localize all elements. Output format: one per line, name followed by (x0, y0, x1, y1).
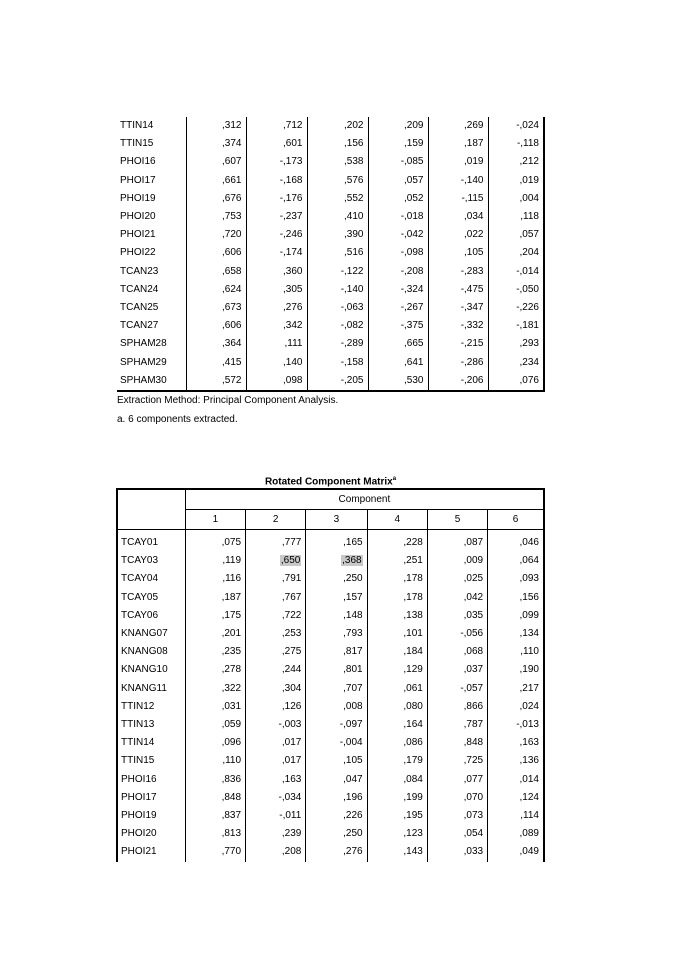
table-cell: -,085 (368, 153, 428, 171)
table-cell: ,017 (246, 752, 306, 770)
table-cell: ,275 (246, 643, 306, 661)
table-cell: ,034 (428, 208, 488, 226)
row-label: TTIN13 (117, 716, 185, 734)
table-cell: ,278 (185, 661, 245, 679)
table-cell: ,415 (186, 354, 246, 372)
table-cell: ,707 (306, 680, 367, 698)
table-cell: ,019 (428, 153, 488, 171)
highlighted-value[interactable]: ,650 (280, 555, 301, 567)
table-cell: ,204 (488, 244, 544, 262)
table-cell: -,158 (307, 354, 368, 372)
table-cell: ,075 (185, 530, 245, 553)
table-cell: -,237 (246, 208, 307, 226)
component-index-header: 6 (488, 510, 544, 530)
table-row (117, 244, 544, 262)
table-row (117, 625, 544, 643)
table-row (117, 299, 544, 317)
table-cell: -,115 (428, 190, 488, 208)
table-cell: ,576 (307, 172, 368, 190)
table-row (117, 734, 544, 752)
table-cell: ,572 (186, 372, 246, 391)
table-row (117, 698, 544, 716)
row-label: TCAN24 (117, 281, 186, 299)
table-cell: ,087 (427, 530, 487, 553)
table-cell: ,866 (427, 698, 487, 716)
table-cell: ,175 (185, 607, 245, 625)
table-cell: ,817 (306, 643, 367, 661)
table-cell: -,056 (427, 625, 487, 643)
table-row (117, 135, 544, 153)
table-cell: ,720 (186, 226, 246, 244)
table-cell: -,003 (246, 716, 306, 734)
table-cell: -,098 (368, 244, 428, 262)
table-cell: -,122 (307, 263, 368, 281)
table-cell: ,661 (186, 172, 246, 190)
table-cell: ,725 (427, 752, 487, 770)
table-cell: ,118 (488, 208, 544, 226)
table-cell: ,019 (488, 172, 544, 190)
table-cell: ,070 (427, 789, 487, 807)
table-cell: ,046 (519, 537, 539, 548)
table-cell: ,848 (427, 734, 487, 752)
table-cell: ,235 (185, 643, 245, 661)
row-label: PHOI19 (117, 190, 186, 208)
table-cell: ,129 (367, 661, 427, 679)
table-cell: -,283 (428, 263, 488, 281)
row-label: PHOI17 (117, 789, 185, 807)
table-cell: -,324 (368, 281, 428, 299)
table-cell: ,143 (367, 843, 427, 861)
row-label: PHOI21 (117, 843, 185, 861)
table-cell: ,322 (185, 680, 245, 698)
table-cell: ,801 (306, 661, 367, 679)
table-cell: ,054 (427, 825, 487, 843)
table-cell: ,269 (428, 117, 488, 135)
table-cell: ,017 (246, 734, 306, 752)
table-cell: ,209 (368, 117, 428, 135)
table-cell: ,342 (246, 317, 307, 335)
table-cell: ,052 (368, 190, 428, 208)
table-cell: ,164 (367, 716, 427, 734)
table-cell: -,475 (428, 281, 488, 299)
table-cell: ,250 (306, 825, 367, 843)
table-cell: ,156 (519, 591, 539, 603)
table-cell: -,289 (307, 335, 368, 353)
table-cell: ,134 (519, 628, 539, 640)
table-row (117, 208, 544, 226)
row-label: KNANG10 (117, 661, 185, 679)
row-label: TCAY01 (117, 530, 185, 553)
table-cell: ,767 (246, 589, 306, 607)
row-label: SPHAM30 (117, 372, 186, 391)
table-cell: ,722 (246, 607, 306, 625)
row-label: TCAY06 (117, 607, 185, 625)
table-row (117, 771, 544, 789)
row-label: TTIN14 (117, 117, 186, 135)
table-cell: ,089 (519, 828, 539, 840)
table-cell: -,011 (246, 807, 306, 825)
table-cell: ,239 (246, 825, 306, 843)
table-row (117, 263, 544, 281)
table-cell: -,014 (488, 263, 544, 281)
table-cell: ,068 (427, 643, 487, 661)
table-cell: ,124 (519, 791, 539, 803)
table-cell: -,332 (428, 317, 488, 335)
table-row (117, 281, 544, 299)
table-cell: ,199 (367, 789, 427, 807)
row-label: PHOI20 (117, 208, 186, 226)
table-cell: -,018 (368, 208, 428, 226)
table-cell: -,286 (428, 354, 488, 372)
rotated-component-matrix-table (116, 488, 545, 862)
table-cell: ,276 (306, 843, 367, 861)
table-cell: -,206 (428, 372, 488, 391)
table-cell: ,228 (367, 530, 427, 553)
table-cell: ,813 (185, 825, 245, 843)
table-cell: ,190 (519, 664, 539, 676)
table-cell: ,157 (306, 589, 367, 607)
row-label: TCAY05 (117, 589, 185, 607)
table-cell: ,293 (488, 335, 544, 353)
table-cell: ,136 (519, 755, 539, 767)
table-cell: ,076 (488, 372, 544, 391)
table-cell: ,390 (307, 226, 368, 244)
table-cell: ,208 (246, 843, 306, 861)
table-cell: ,061 (367, 680, 427, 698)
table-cell: ,187 (185, 589, 245, 607)
table-cell: -,057 (427, 680, 487, 698)
table-cell: ,140 (246, 354, 307, 372)
highlighted-value[interactable]: ,368 (342, 555, 362, 567)
row-label: TTIN15 (117, 752, 185, 770)
row-label: PHOI21 (117, 226, 186, 244)
table-row (117, 172, 544, 190)
table-cell: ,024 (519, 700, 539, 712)
table-cell: ,770 (185, 843, 245, 861)
table-cell: ,184 (367, 643, 427, 661)
table-cell: ,837 (185, 807, 245, 825)
table-cell: ,624 (186, 281, 246, 299)
table-cell: ,004 (488, 190, 544, 208)
row-label: PHOI19 (117, 807, 185, 825)
table-row (117, 354, 544, 372)
rotated-matrix-title: Rotated Component Matrix$^a$ (264, 476, 397, 488)
table-cell: ,251 (367, 552, 427, 570)
table-cell: ,114 (520, 810, 539, 822)
table-cell: ,163 (519, 737, 539, 749)
row-label: PHOI22 (117, 244, 186, 262)
table-cell: ,096 (185, 734, 245, 752)
table-cell: ,014 (519, 773, 539, 785)
table-cell (306, 552, 367, 570)
table-cell: ,093 (519, 573, 539, 585)
table-cell: ,099 (519, 609, 539, 621)
table-cell: ,187 (428, 135, 488, 153)
table-cell: ,712 (246, 117, 307, 135)
table-cell: -,176 (246, 190, 307, 208)
table-cell: ,777 (246, 530, 306, 553)
row-label: TTIN12 (117, 698, 185, 716)
table-cell: -,226 (488, 299, 544, 317)
table-cell: ,116 (185, 570, 245, 588)
table-cell: -,024 (488, 117, 544, 135)
table-row (117, 643, 544, 661)
table-cell: ,253 (246, 625, 306, 643)
table-cell: ,848 (185, 789, 245, 807)
table-cell: ,665 (368, 335, 428, 353)
table-cell: ,009 (427, 552, 487, 570)
row-label: TCAN23 (117, 263, 186, 281)
table-cell: -,267 (368, 299, 428, 317)
table-row (117, 552, 544, 570)
table-cell: ,148 (306, 607, 367, 625)
table-cell: -,168 (246, 172, 307, 190)
table-cell: ,138 (367, 607, 427, 625)
table-cell: ,111 (246, 335, 307, 353)
table-cell: ,008 (306, 698, 367, 716)
table-cell: ,195 (367, 807, 427, 825)
table-row (117, 226, 544, 244)
table-row (117, 825, 544, 843)
table-cell: ,047 (306, 771, 367, 789)
table-cell: -,215 (428, 335, 488, 353)
extraction-method-footnote: Extraction Method: Principal Component Analysis. (117, 395, 339, 406)
row-label: PHOI20 (117, 825, 185, 843)
table-row (117, 680, 544, 698)
table-cell: ,064 (519, 555, 539, 567)
table-cell: ,530 (368, 372, 428, 391)
component-index-header: 4 (367, 510, 427, 530)
table-cell: -,082 (307, 317, 368, 335)
table-cell: ,035 (427, 607, 487, 625)
table-cell: ,305 (246, 281, 307, 299)
table-cell: ,226 (306, 807, 367, 825)
table-cell: ,049 (519, 846, 539, 858)
table-row (117, 117, 544, 135)
table-cell: -,208 (368, 263, 428, 281)
table-cell: ,202 (307, 117, 368, 135)
component-matrix-table-continued (117, 117, 545, 392)
table-cell: ,119 (185, 552, 245, 570)
table-cell: -,375 (368, 317, 428, 335)
table-cell: ,080 (367, 698, 427, 716)
components-extracted-footnote: a. 6 components extracted. (117, 414, 238, 425)
table-cell: ,042 (427, 589, 487, 607)
table-cell: ,217 (519, 682, 539, 694)
row-label: KNANG07 (117, 625, 185, 643)
table-cell: ,276 (246, 299, 307, 317)
table-row (117, 372, 544, 391)
table-row (117, 570, 544, 588)
table-cell: ,031 (185, 698, 245, 716)
table-cell: ,037 (427, 661, 487, 679)
component-index-header: 5 (427, 510, 487, 530)
table-cell: -,034 (246, 789, 306, 807)
table-cell: -,205 (307, 372, 368, 391)
table-cell: -,140 (428, 172, 488, 190)
table-cell: ,374 (186, 135, 246, 153)
table-cell: ,658 (186, 263, 246, 281)
table-row (117, 335, 544, 353)
row-label: SPHAM29 (117, 354, 186, 372)
component-index-header: 3 (306, 510, 367, 530)
table-cell: ,360 (246, 263, 307, 281)
table-cell: -,042 (368, 226, 428, 244)
table-cell: ,601 (246, 135, 307, 153)
table-row (117, 153, 544, 171)
table-cell: ,179 (367, 752, 427, 770)
table-cell (246, 552, 306, 570)
table-cell: ,110 (520, 646, 539, 658)
table-cell: ,201 (185, 625, 245, 643)
table-row (117, 661, 544, 679)
table-cell: ,641 (368, 354, 428, 372)
table-cell: ,312 (186, 117, 246, 135)
table-cell: -,004 (306, 734, 367, 752)
table-cell: ,178 (367, 589, 427, 607)
table-cell: ,178 (367, 570, 427, 588)
table-cell: ,098 (246, 372, 307, 391)
table-cell: ,552 (307, 190, 368, 208)
row-label: PHOI16 (117, 771, 185, 789)
table-cell: ,793 (306, 625, 367, 643)
row-label: TTIN15 (117, 135, 186, 153)
table-cell: ,057 (368, 172, 428, 190)
table-cell: ,084 (367, 771, 427, 789)
table-row (117, 589, 544, 607)
row-label: KNANG08 (117, 643, 185, 661)
table-row (117, 607, 544, 625)
row-label: SPHAM28 (117, 335, 186, 353)
row-label: TCAY03 (117, 552, 185, 570)
table-cell: -,013 (516, 719, 539, 731)
table-cell: ,753 (186, 208, 246, 226)
table-cell: ,410 (307, 208, 368, 226)
table-cell: ,212 (488, 153, 544, 171)
table-cell: ,101 (367, 625, 427, 643)
table-cell: ,110 (185, 752, 245, 770)
component-index-header: 2 (246, 510, 306, 530)
table-row (117, 807, 544, 825)
table-cell: ,836 (185, 771, 245, 789)
table-row (117, 530, 544, 553)
table-cell: -,063 (307, 299, 368, 317)
table-row (117, 716, 544, 734)
table-cell: ,123 (367, 825, 427, 843)
component-header: Component (185, 489, 544, 510)
table-cell: ,516 (307, 244, 368, 262)
table-cell: ,057 (488, 226, 544, 244)
table-cell: ,086 (367, 734, 427, 752)
table-cell: ,606 (186, 244, 246, 262)
table-cell: -,118 (488, 135, 544, 153)
component-index-header: 1 (185, 510, 245, 530)
table-cell: ,304 (246, 680, 306, 698)
row-label: KNANG11 (117, 680, 185, 698)
table-cell: ,607 (186, 153, 246, 171)
table-cell: ,156 (307, 135, 368, 153)
table-cell: -,347 (428, 299, 488, 317)
table-cell: ,791 (246, 570, 306, 588)
table-row (117, 789, 544, 807)
table-cell: ,364 (186, 335, 246, 353)
table-cell: ,163 (246, 771, 306, 789)
table-row (117, 843, 544, 861)
table-cell: ,787 (427, 716, 487, 734)
table-cell: ,025 (427, 570, 487, 588)
table-cell: ,165 (306, 530, 367, 553)
table-cell: ,059 (185, 716, 245, 734)
row-label: TCAN25 (117, 299, 186, 317)
table-row (117, 317, 544, 335)
table-cell: ,126 (246, 698, 306, 716)
table-cell: ,022 (428, 226, 488, 244)
table-cell: -,140 (307, 281, 368, 299)
table-cell: -,181 (488, 317, 544, 335)
table-cell: ,676 (186, 190, 246, 208)
table-cell: -,173 (246, 153, 307, 171)
row-label: PHOI16 (117, 153, 186, 171)
row-label-header (117, 489, 185, 530)
table-cell: ,105 (306, 752, 367, 770)
table-cell: ,673 (186, 299, 246, 317)
row-label: PHOI17 (117, 172, 186, 190)
table-row (117, 190, 544, 208)
table-cell: ,033 (427, 843, 487, 861)
row-label: TTIN14 (117, 734, 185, 752)
table-cell: ,159 (368, 135, 428, 153)
table-cell: -,050 (488, 281, 544, 299)
table-cell: ,250 (306, 570, 367, 588)
table-cell: ,606 (186, 317, 246, 335)
row-label: TCAN27 (117, 317, 186, 335)
table-cell: ,196 (306, 789, 367, 807)
table-cell: -,174 (246, 244, 307, 262)
table-cell: ,105 (428, 244, 488, 262)
table-cell: ,244 (246, 661, 306, 679)
table-cell: ,234 (488, 354, 544, 372)
table-cell: ,077 (427, 771, 487, 789)
table-row (117, 752, 544, 770)
table-cell: -,246 (246, 226, 307, 244)
table-cell: ,538 (307, 153, 368, 171)
table-cell: -,097 (306, 716, 367, 734)
row-label: TCAY04 (117, 570, 185, 588)
table-cell: ,073 (427, 807, 487, 825)
